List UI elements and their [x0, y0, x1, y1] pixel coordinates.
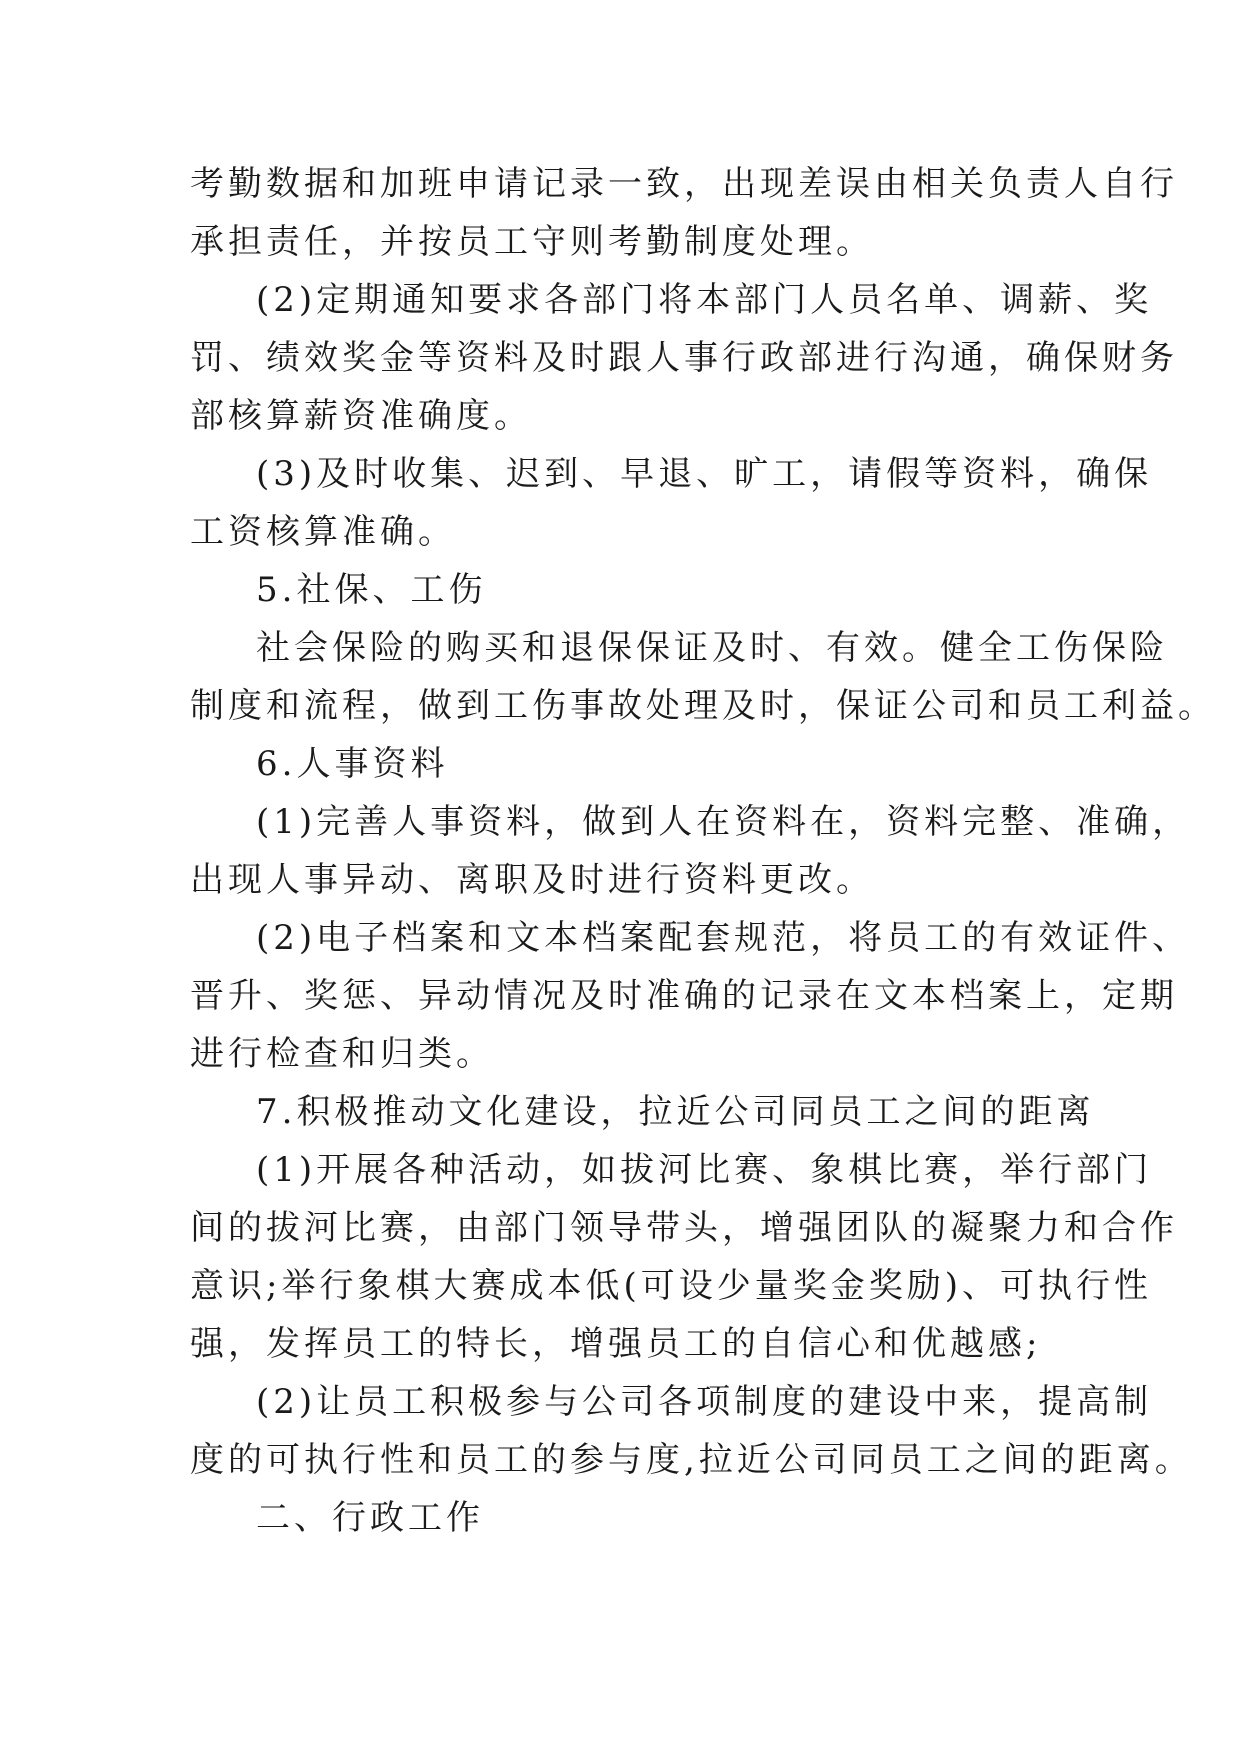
text-line: 度的可执行性和员工的参与度,拉近公司同员工之间的距离。: [190, 1440, 1193, 1480]
text-line: 晋升、奖惩、异动情况及时准确的记录在文本档案上，定期: [190, 976, 1178, 1016]
section-heading: 6.人事资料: [256, 744, 449, 784]
list-item-heading: (1)开展各种活动，如拔河比赛、象棋比赛，举行部门: [256, 1150, 1153, 1190]
text-line: 强，发挥员工的特长，增强员工的自信心和优越感;: [190, 1324, 1042, 1364]
document-body: [190, 155, 1216, 1547]
section-heading: 7.积极推动文化建设，拉近公司同员工之间的距离: [256, 1092, 1095, 1132]
list-item-heading: (2)让员工积极参与公司各项制度的建设中来，提高制: [256, 1382, 1153, 1422]
text-line: 工资核算准确。: [190, 512, 456, 552]
text-line: 进行检查和归类。: [190, 1034, 494, 1074]
chapter-heading: 二、行政工作: [256, 1498, 484, 1538]
text-line: 间的拔河比赛，由部门领导带头，增强团队的凝聚力和合作: [190, 1208, 1178, 1248]
text-line: 罚、绩效奖金等资料及时跟人事行政部进行沟通，确保财务: [190, 338, 1178, 378]
text-line: 考勤数据和加班申请记录一致，出现差误由相关负责人自行: [190, 164, 1178, 204]
list-item-heading: (3)及时收集、迟到、早退、旷工，请假等资料，确保: [256, 454, 1153, 494]
text-line: 承担责任，并按员工守则考勤制度处理。: [190, 222, 874, 262]
text-line: 制度和流程，做到工伤事故处理及时，保证公司和员工利益。: [190, 686, 1216, 726]
text-line: 部核算薪资准确度。: [190, 396, 532, 436]
list-item-heading: (2)电子档案和文本档案配套规范，将员工的有效证件、: [256, 918, 1191, 958]
text-line: 出现人事异动、离职及时进行资料更改。: [190, 860, 874, 900]
paragraph-start: 社会保险的购买和退保保证及时、有效。健全工伤保险: [256, 628, 1168, 668]
list-item-heading: (2)定期通知要求各部门将本部门人员名单、调薪、奖: [256, 280, 1153, 320]
list-item-heading: (1)完善人事资料，做到人在资料在，资料完整、准确，: [256, 802, 1191, 842]
text-line: 意识;举行象棋大赛成本低(可设少量奖金奖励)、可执行性: [190, 1266, 1152, 1306]
section-heading: 5.社保、工伤: [256, 570, 487, 610]
